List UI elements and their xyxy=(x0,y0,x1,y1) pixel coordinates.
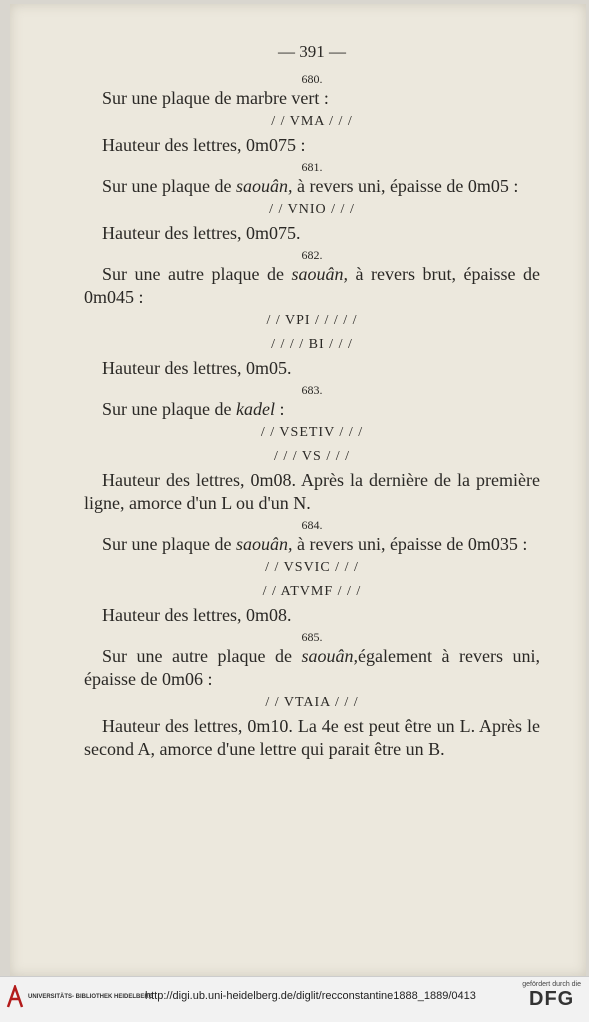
library-logo[interactable] xyxy=(6,985,153,1009)
entry-number: 682. xyxy=(301,248,323,262)
inscription-line: / / VTAIA / / / xyxy=(265,695,359,710)
inscription-line: / / VSVIC / / / xyxy=(265,560,359,575)
inscription-line: / / / / BI / / / xyxy=(271,337,353,352)
entry-number: 680. xyxy=(301,72,323,86)
entry-description: Sur une autre plaque de saouân, à revers brut, épaisse de 0m045 : xyxy=(84,264,540,307)
library-name: UNIVERSITÄTS- BIBLIOTHEK HEIDELBERG xyxy=(28,993,154,1000)
inscription-line: / / VPI / / / / / xyxy=(266,313,358,328)
letter-height: Hauteur des lettres, 0m10. La 4e est peut être un L. Après le second A, amorce d'une lettre qui parait être un B. xyxy=(84,716,540,759)
sponsor-caption: gefördert durch die xyxy=(522,981,581,988)
letter-height: Hauteur des lettres, 0m05. xyxy=(102,358,292,378)
inscription-line: / / / VS / / / xyxy=(274,449,350,464)
inscription-line: / / VNIO / / / xyxy=(269,202,355,217)
inscription-line: / / ATVMF / / / xyxy=(262,584,362,599)
heidelberg-logo-icon xyxy=(6,985,24,1009)
entry-description: Sur une autre plaque de saouân,également à revers uni, épaisse de 0m06 : xyxy=(84,646,540,689)
entry-description: Sur une plaque de saouân, à revers uni, épaisse de 0m035 : xyxy=(102,534,528,554)
entry-number: 683. xyxy=(301,383,323,397)
letter-height: Hauteur des lettres, 0m08. Après la dernière de la première ligne, amorce d'un L ou d'un N. xyxy=(84,470,540,513)
page-number: — 391 — xyxy=(278,42,346,61)
entry-description: Sur une plaque de saouân, à revers uni, épaisse de 0m05 : xyxy=(102,176,519,196)
viewer-footer xyxy=(0,976,589,1022)
entry-number: 681. xyxy=(301,160,323,174)
letter-height: Hauteur des lettres, 0m08. xyxy=(102,605,292,625)
permalink[interactable]: http://digi.ub.uni-heidelberg.de/diglit/recconstantine1888_1889/0413 xyxy=(145,990,476,1002)
entry-description: Sur une plaque de kadel : xyxy=(102,399,285,419)
inscription-line: / / VMA / / / xyxy=(271,114,353,129)
scanned-page xyxy=(10,4,586,976)
entry-number: 684. xyxy=(301,518,323,532)
dfg-sponsor[interactable] xyxy=(522,981,581,1010)
entry-number: 685. xyxy=(301,630,323,644)
entry-description: Sur une plaque de marbre vert : xyxy=(102,88,329,108)
letter-height: Hauteur des lettres, 0m075 : xyxy=(102,135,306,155)
dfg-logo: DFG xyxy=(529,988,575,1010)
page-text xyxy=(84,40,540,761)
letter-height: Hauteur des lettres, 0m075. xyxy=(102,223,301,243)
inscription-line: / / VSETIV / / / xyxy=(260,425,364,440)
